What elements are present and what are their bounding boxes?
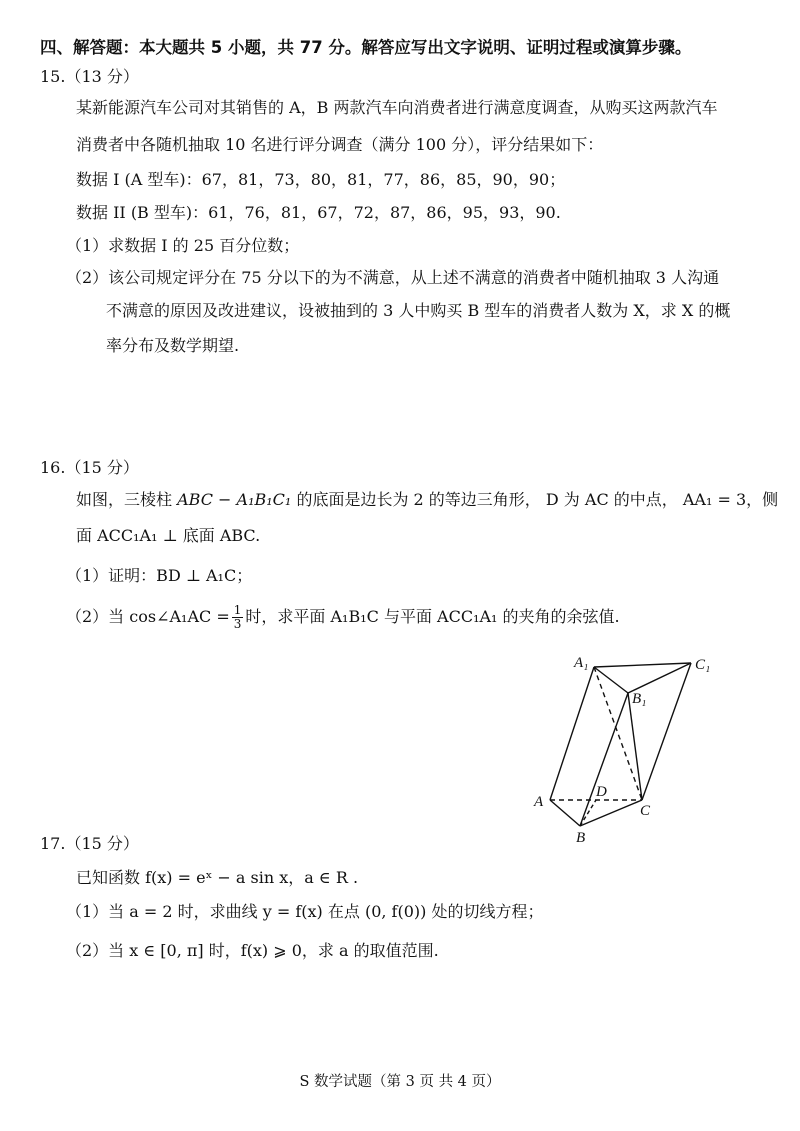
q16-fraction	[232, 604, 244, 631]
q15-part-1: （1）求数据 I 的 25 百分位数；	[66, 236, 300, 255]
q16-text-1	[76, 490, 778, 510]
q16-part-2	[66, 602, 620, 632]
q15-intro-1: 某新能源汽车公司对其销售的 A，B 两款汽车向消费者进行满意度调查，从购买这两款汽车	[76, 98, 718, 117]
q16-part-2b: 时，求平面 A₁B₁C 与平面 ACC₁A₁ 的夹角的余弦值.	[245, 607, 620, 626]
edge-B-C	[580, 800, 642, 826]
q17-title: 17.（15 分）	[40, 834, 139, 853]
edge-B1-C	[628, 693, 642, 800]
q16-title: 16.（15 分）	[40, 458, 139, 477]
q16-text-1b: 的底面是边长为 2 的等边三角形，	[296, 490, 541, 509]
q16-text-1d: AA₁ = 3，侧	[682, 490, 779, 509]
section-header: 四、解答题：本大题共 5 小题，共 77 分。解答应写出文字说明、证明过程或演算步骤。	[40, 38, 692, 57]
label-B1: B₁	[632, 691, 647, 707]
prism-figure	[520, 650, 780, 850]
page-footer: S 数学试题（第 3 页 共 4 页）	[299, 1074, 501, 1090]
edge-B-B1	[580, 693, 628, 826]
edge-A-B	[550, 800, 580, 826]
q16-frac-den: 3	[233, 617, 242, 631]
q16-part-2a: （2）当 cos∠A₁AC =	[66, 607, 230, 626]
q15-part-2b: 不满意的原因及改进建议，设被抽到的 3 人中购买 B 型车的消费者人数为 X，求 X 的概	[106, 301, 731, 320]
q15-data-2: 数据 II (B 型车)：61，76，81，67，72，87，86，95，93，90.	[76, 203, 561, 222]
q15-title: 15.（13 分）	[40, 67, 139, 86]
q16-text-1c: D 为 AC 的中点，	[545, 490, 678, 509]
edge-A1-C1	[594, 663, 691, 667]
label-C1: C₁	[695, 657, 711, 673]
q15-intro-2: 消费者中各随机抽取 10 名进行评分调查（满分 100 分），评分结果如下：	[76, 135, 604, 154]
q17-text-1: 已知函数 f(x) = eˣ − a sin x，a ∈ R .	[76, 868, 359, 887]
label-A: A	[534, 794, 544, 810]
label-D: D	[596, 784, 607, 800]
q15-part-2a: （2）该公司规定评分在 75 分以下的为不满意，从上述不满意的消费者中随机抽取 3 人沟通	[66, 268, 720, 287]
label-C: C	[640, 803, 651, 819]
q17-part-1: （1）当 a = 2 时，求曲线 y = f(x) 在点 (0, f(0)) 处的切线方程；	[66, 902, 544, 921]
edge-A-A1	[550, 667, 594, 800]
q16-text-1a: 如图，三棱柱	[76, 490, 173, 509]
label-B: B	[576, 830, 586, 846]
label-A1: A₁	[574, 655, 589, 671]
q17-part-2: （2）当 x ∈ [0, π] 时，f(x) ⩾ 0，求 a 的取值范围.	[66, 941, 439, 960]
q15-data-1: 数据 I (A 型车)：67，81，73，80，81，77，86，85，90，90；	[76, 170, 566, 189]
q16-text-2: 面 ACC₁A₁ ⊥ 底面 ABC.	[76, 526, 261, 545]
q16-part-1: （1）证明：BD ⊥ A₁C；	[66, 566, 253, 585]
q15-part-2c: 率分布及数学期望.	[106, 336, 240, 355]
q16-prism: ABC − A₁B₁C₁	[177, 490, 292, 509]
edge-A1-C-hidden	[594, 667, 642, 800]
q16-frac-num: 1	[233, 603, 242, 617]
